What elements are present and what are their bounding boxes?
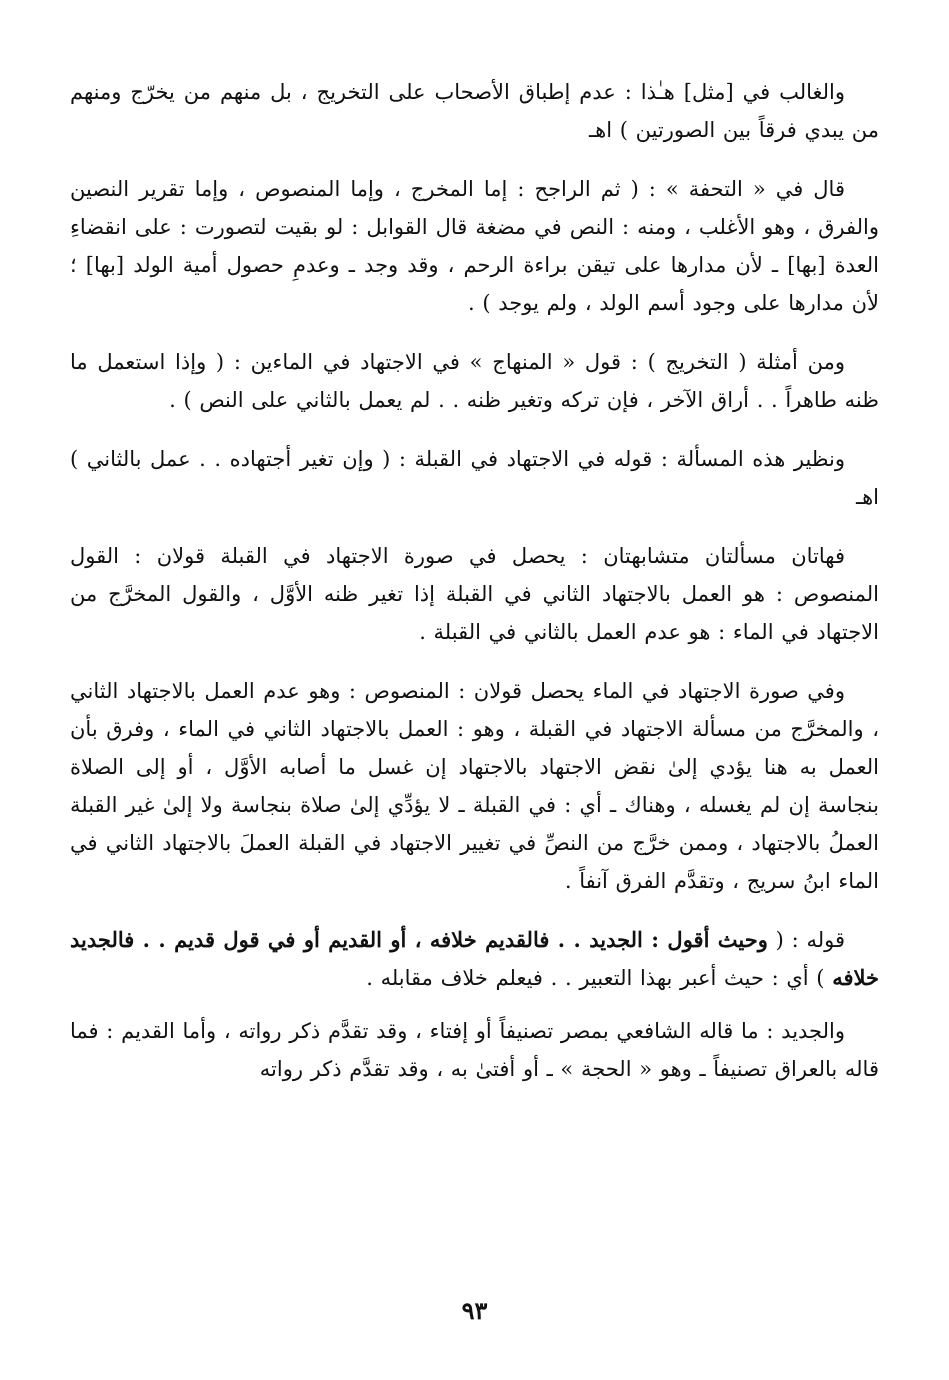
quote-prefix: قوله : ( — [767, 928, 845, 952]
paragraph-7 — [70, 921, 879, 997]
paragraph-6: وفي صورة الاجتهاد في الماء يحصل قولان : المنصوص : وهو عدم العمل بالاجتهاد الثاني ، والمخرَّج من مسألة الاجتهاد في القبلة ، وهو : العمل بالاجتهاد الثاني في الماء ، وفرق بأن العمل به هنا يؤدي إلىٰ نقض الاجتهاد بالاجتهاد إن غسل ما أصابه الأوَّل ، أو إلى الصلاة بنجاسة إن لم يغسله ، وهناك ـ أي : في القبلة ـ لا يؤدِّي إلىٰ صلاة بنجاسة ولا إلىٰ غير القبلة العملُ بالاجتهاد ، وممن خرَّج من النصِّ في تغيير الاجتهاد في القبلة العملَ بالاجتهاد الثاني في الماء ابنُ سريج ، وتقدَّم الفرق آنفاً . — [70, 679, 879, 893]
page-number: ٩٣ — [461, 1296, 488, 1325]
paragraph-1: والغالب في [مثل] هـٰذا : عدم إطباق الأصحاب على التخريج ، بل منهم من يخرّج ومنهم من يبدي فرقاً بين الصورتين ) اهـ — [70, 80, 879, 142]
paragraph-3: ومن أمثلة ( التخريج ) : قول « المنهاج » في الاجتهاد في الماءين : ( وإذا استعمل ما ظنه طاهراً . . أراق الآخر ، فإن تركه وتغير ظنه . . لم يعمل بالثاني على النص ) . — [70, 350, 879, 412]
paragraph-4: ونظير هذه المسألة : قوله في الاجتهاد في القبلة : ( وإن تغير أجتهاده . . عمل بالثاني ) اهـ — [70, 447, 879, 509]
quote-suffix: ) أي : حيث أعبر بهذا التعبير . . فيعلم خلاف مقابله . — [366, 966, 833, 990]
paragraph-5: فهاتان مسألتان متشابهتان : يحصل في صورة الاجتهاد في القبلة قولان : القول المنصوص : هو العمل بالاجتهاد الثاني في القبلة إذا تغير ظنه الأوَّل ، والقول المخرَّج من الاجتهاد في الماء : هو عدم العمل بالثاني في القبلة . — [70, 544, 879, 644]
quote-bold-text: وحيث أقول : الجديد . . فالقديم خلافه ، أو القديم أو في قول قديم . . فالجديد خلافه — [70, 927, 879, 990]
body-text — [70, 73, 879, 1109]
paragraph-8: والجديد : ما قاله الشافعي بمصر تصنيفاً أو إفتاء ، وقد تقدَّم ذكر رواته ، وأما القديم : فما قاله بالعراق تصنيفاً ـ وهو « الحجة » ـ أو أفتىٰ به ، وقد تقدَّم ذكر رواته — [70, 1019, 879, 1081]
paragraph-2: قال في « التحفة » : ( ثم الراجح : إما المخرج ، وإما المنصوص ، وإما تقرير النصين والفرق ، وهو الأغلب ، ومنه : النص في مضغة قال القوابل : لو بقيت لتصورت : على انقضاءِ العدة [بها] ـ لأن مدارها على تيقن براءة الرحم ، وقد وجد ـ وعدمِ حصول أمية الولد [بها] ؛ لأن مدارها على وجود أسم الولد ، ولم يوجد ) . — [70, 177, 879, 315]
